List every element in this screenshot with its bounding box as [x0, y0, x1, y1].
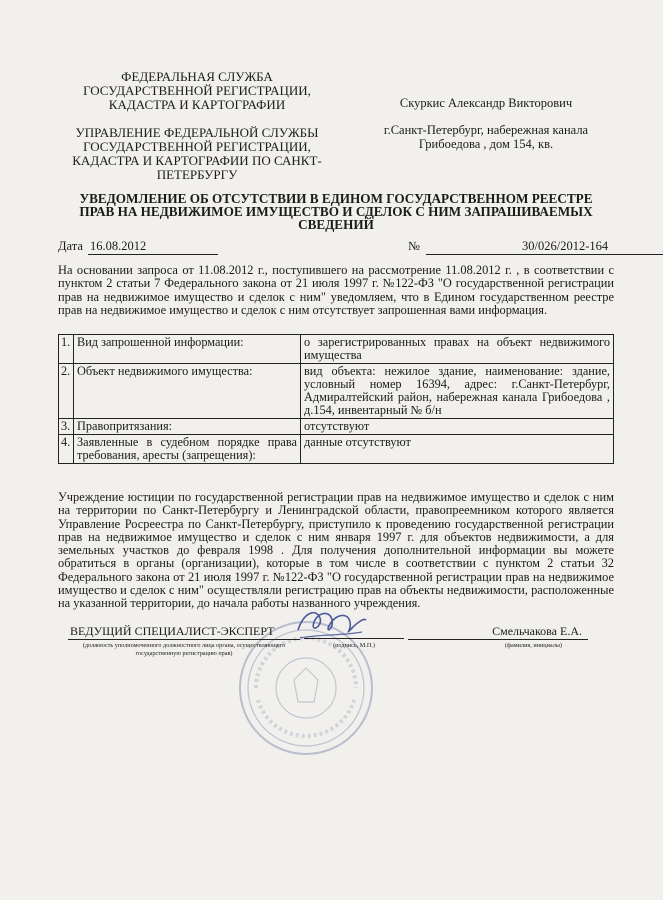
issuer-line: КАДАСТРА И КАРТОГРАФИИ [108, 97, 286, 112]
table-row [59, 435, 614, 464]
recipient-address: г.Санкт-Петербург, набережная канала [383, 123, 589, 137]
name-caption: (фамилия, инициалы) [504, 642, 562, 649]
issuer-line: ГОСУДАРСТВЕННОЙ РЕГИСТРАЦИИ, [83, 83, 311, 98]
row-label: Объект недвижимого имущества: [74, 364, 301, 419]
issuer-line: ГОСУДАРСТВЕННОЙ РЕГИСТРАЦИИ, [83, 139, 311, 154]
row-value: отсутствуют [301, 419, 614, 435]
header-gap [56, 112, 338, 126]
recipient-address: Грибоедова , дом 154, кв. [418, 137, 554, 151]
title-line: УВЕДОМЛЕНИЕ ОБ ОТСУТСТВИИ В ЕДИНОМ ГОСУДАРСТВЕННОМ РЕЕСТРЕ [79, 191, 593, 206]
issuer-line: КАДАСТРА И КАРТОГРАФИИ ПО САНКТ- [72, 153, 322, 168]
row-number: 3. [59, 419, 74, 435]
issuer-line: ФЕДЕРАЛЬНАЯ СЛУЖБА [121, 69, 273, 84]
number-label: № [408, 239, 420, 253]
signature-line [304, 638, 404, 639]
issuer-line: ПЕТЕРБУРГУ [156, 167, 238, 182]
issuer-header [56, 70, 338, 182]
row-number: 4. [59, 435, 74, 464]
row-number: 1. [59, 335, 74, 364]
body-paragraph: Учреждение юстиции по государственной регистрации прав на недвижимое имущество и сделок с ним на территории по Санкт-Петербургу и Ленинградской области, правопреемником которого является Управление Росреестра по Санкт-Петербургу, приступило к проведению государственной регистрации прав на недвижимое имущество и сделок с ним января 1997 г. для объектов недвижимости, а для земельных участков до февраля 1998 . Для получения дополнительной информации вы можете обратиться в органы (организации), которые в том числе в соответствии с пунктом 2 статьи 32 Федерального закона от 21 июля 1997 г. №122-ФЗ "О государственной регистрации прав на недвижимое имущество и сделок с ним" осуществляли регистрацию прав на объекты недвижимости, расположенные на указанной территории, до начала работы названного учреждения. [58, 490, 614, 611]
row-label: Заявленные в судебном порядке права требования, аресты (запрещения): [74, 435, 301, 464]
recipient-name: Скуркис Александр Викторович [399, 96, 573, 110]
issuer-line: УПРАВЛЕНИЕ ФЕДЕРАЛЬНОЙ СЛУЖБЫ [75, 125, 319, 140]
row-value: данные отсутствуют [301, 435, 614, 464]
signer-name: Смельчакова Е.А. [408, 624, 588, 640]
recipient-header [352, 96, 620, 151]
table-row [59, 335, 614, 364]
row-label: Вид запрошенной информации: [74, 335, 301, 364]
row-value: вид объекта: нежилое здание, наименование: здание, условный номер 16394, адрес: г.Санкт-Петербург, Адмиралтейский район, набережная канала Грибоедова , д.154, инвентарный № б/н [301, 364, 614, 419]
date-number-line [58, 239, 614, 255]
number-value: 30/026/2012-164 [426, 239, 663, 255]
signer-position: ВЕДУЩИЙ СПЕЦИАЛИСТ-ЭКСПЕРТ [68, 624, 300, 640]
title-line: СВЕДЕНИЙ [298, 217, 374, 232]
title-line: ПРАВ НА НЕДВИЖИМОЕ ИМУЩЕСТВО И СДЕЛОК С НИМ ЗАПРАШИВАЕМЫХ [79, 204, 593, 219]
info-table [58, 334, 614, 464]
row-label: Правопритязания: [74, 419, 301, 435]
document-title [56, 192, 616, 231]
position-caption: (должность уполномоченного должностного лица органа, осуществляющего государственную регистрацию прав) [82, 642, 286, 657]
signature-caption: (подпись, М.П.) [333, 642, 375, 649]
date-label: Дата [58, 239, 83, 253]
intro-paragraph: На основании запроса от 11.08.2012 г., поступившего на рассмотрение 11.08.2012 г. , в соответствии с пунктом 2 статьи 7 Федерального закона от 21 июля 1997 г. №122-ФЗ "О государственной регистрации прав на недвижимое имущество и сделок с ним" уведомляем, что в Едином государственном реестре прав на недвижимое имущество и сделок с ним отсутствует запрошенная вами информация. [58, 263, 614, 318]
row-number: 2. [59, 364, 74, 419]
signature-block [58, 624, 614, 668]
row-value: о зарегистрированных правах на объект недвижимого имущества [301, 335, 614, 364]
table-row [59, 419, 614, 435]
table-row [59, 364, 614, 419]
date-value: 16.08.2012 [88, 239, 218, 255]
